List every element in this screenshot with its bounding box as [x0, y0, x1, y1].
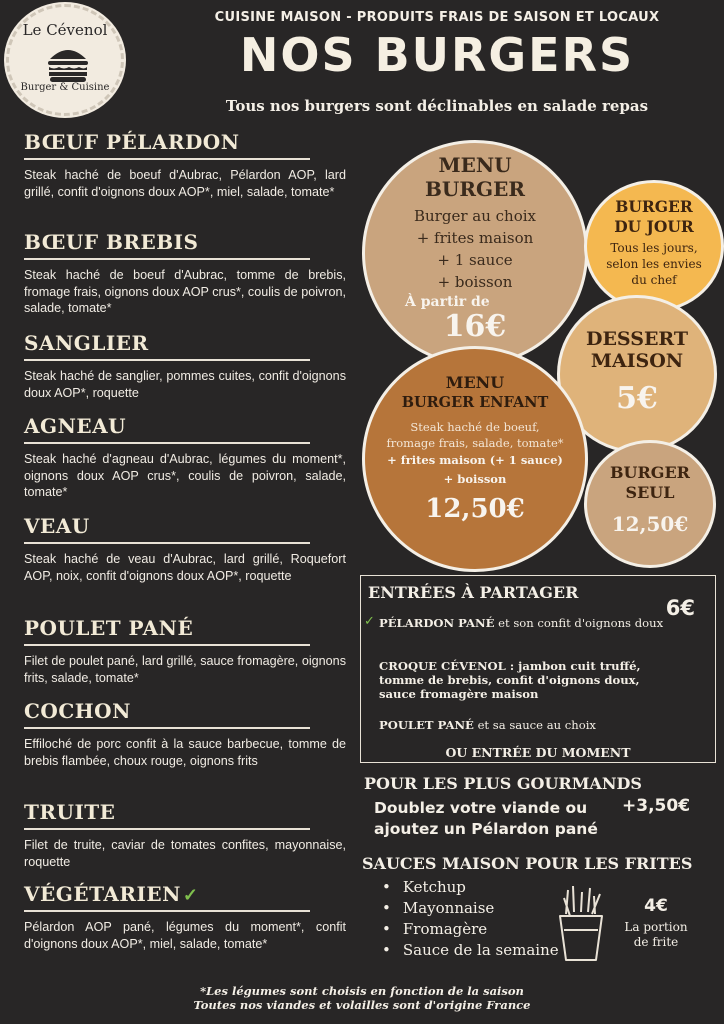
- entree-item: [379, 718, 679, 732]
- burger-seul-price: 12,50€: [611, 512, 689, 536]
- menu-burger-title-2: BURGER: [425, 177, 525, 201]
- burger-du-jour-line: Tous les jours,: [610, 241, 698, 255]
- entree-du-moment: OU ENTRÉE DU MOMENT: [445, 745, 631, 760]
- entrees-box: [360, 575, 716, 763]
- menu-burger-line: Burger au choix: [414, 207, 536, 225]
- burger-item: [24, 414, 346, 501]
- burger-name: VÉGÉTARIEN: [24, 882, 181, 906]
- entree-item-detail: jambon cuit truffé, tomme de brebis, confit d'oignons doux, sauce fromagère maison: [379, 659, 641, 701]
- gourmands-line: Doublez votre viande ou: [374, 799, 588, 817]
- sauce-item: • Mayonnaise: [382, 898, 559, 919]
- leaf-icon: ✓: [182, 885, 199, 906]
- sauce-item: • Fromagère: [382, 919, 559, 940]
- burger-name: VEAU: [24, 514, 90, 538]
- menu-enfant-line: + frites maison (+ 1 sauce): [387, 453, 563, 467]
- footer-note: Toutes nos viandes et volailles sont d'origine France: [193, 998, 531, 1012]
- burger-description: Steak haché de boeuf d'Aubrac, tomme de brebis, fromage frais, oignons doux AOP crus*, coulis de poivron, salade, tomate*: [24, 268, 346, 315]
- menu-enfant-title: MENU: [445, 373, 505, 392]
- footer-notes: [0, 984, 724, 1012]
- entree-item-name: CROQUE CÉVENOL :: [379, 659, 515, 673]
- restaurant-logo: [6, 4, 124, 116]
- burger-item: [24, 616, 346, 686]
- burger-seul-title-2: SEUL: [625, 483, 675, 502]
- divider: [24, 258, 310, 260]
- burger-icon: [46, 43, 90, 83]
- gourmands-price: +3,50€: [622, 796, 691, 816]
- divider: [24, 828, 310, 830]
- sauces-list: [382, 877, 559, 961]
- entree-item-detail: et sa sauce au choix: [473, 718, 596, 732]
- burger-description: Pélardon AOP pané, légumes du moment*, confit d'oignons doux AOP*, miel, salade, tomate*: [24, 920, 346, 951]
- entree-item-name: PÉLARDON PANÉ: [379, 616, 495, 630]
- gourmands-title: POUR LES PLUS GOURMANDS: [364, 774, 642, 793]
- entrees-title: ENTRÉES À PARTAGER: [368, 583, 579, 602]
- menu-burger-line: + boisson: [437, 273, 513, 291]
- burger-name: SANGLIER: [24, 331, 149, 355]
- burger-item: [24, 230, 346, 317]
- menu-burger-line: + 1 sauce: [437, 251, 513, 269]
- menu-burger-from: À partir de: [405, 294, 490, 310]
- burger-name: BŒUF PÉLARDON: [24, 130, 240, 154]
- burger-description: Steak haché de boeuf d'Aubrac, Pélardon AOP, lard grillé, confit d'oignons doux AOP*, miel, salade, tomate*: [24, 168, 346, 199]
- menu-enfant-line: Steak haché de boeuf,: [410, 420, 540, 434]
- burger-name: COCHON: [24, 699, 131, 723]
- sauce-item: • Sauce de la semaine: [382, 940, 559, 961]
- fries-icon: [556, 884, 606, 962]
- divider: [24, 727, 310, 729]
- burger-description: Effiloché de porc confit à la sauce barbecue, tomme de brebis flambée, choux rouge, oignons frits: [24, 737, 346, 768]
- burger-item: [24, 800, 346, 870]
- burger-item: [24, 331, 346, 401]
- burger-seul-title: BURGER: [610, 463, 690, 482]
- burger-name: POULET PANÉ: [24, 616, 194, 640]
- burger-description: Filet de truite, caviar de tomates confites, mayonnaise, roquette: [24, 838, 346, 869]
- burger-description: Filet de poulet pané, lard grillé, sauce fromagère, oignons frits, salade, tomate*: [24, 654, 346, 685]
- page-title: NOS BURGERS: [239, 28, 635, 82]
- gourmands-line: ajoutez un Pélardon pané: [374, 820, 598, 838]
- burger-description: Steak haché d'agneau d'Aubrac, légumes du moment*, oignons doux AOP crus*, coulis de poivron, salade, tomate*: [24, 452, 346, 499]
- sauce-portion-line: de frite: [633, 935, 679, 949]
- entree-item: [379, 616, 679, 630]
- entree-item-detail: et son confit d'oignons doux: [494, 616, 664, 630]
- menu-enfant-title-2: BURGER ENFANT: [401, 394, 549, 411]
- divider: [24, 542, 310, 544]
- burger-item: [24, 882, 346, 952]
- gourmands-text: [374, 798, 598, 840]
- burger-description: Steak haché de veau d'Aubrac, lard grillé, Roquefort AOP, noix, confit d'oignons doux AOP*, roquette: [24, 552, 346, 583]
- burger-name: TRUITE: [24, 800, 116, 824]
- burger-du-jour-circle: [584, 180, 724, 312]
- leaf-icon: ✓: [364, 614, 375, 629]
- page-subtitle: Tous nos burgers sont déclinables en salade repas: [225, 97, 649, 115]
- divider: [24, 158, 310, 160]
- menu-burger-line: + frites maison: [416, 229, 534, 247]
- menu-burger-title: MENU: [438, 153, 512, 177]
- logo-subtitle: Burger & Cuisine: [20, 82, 110, 93]
- footer-note: *Les légumes sont choisis en fonction de la saison: [200, 984, 524, 998]
- burger-description: Steak haché de sanglier, pommes cuites, confit d'oignons doux AOP*, roquette: [24, 369, 346, 400]
- sauce-item: • Ketchup: [382, 877, 559, 898]
- logo-name: Le Cévenol: [22, 21, 108, 39]
- tagline: CUISINE MAISON - PRODUITS FRAIS DE SAISON ET LOCAUX: [214, 10, 660, 25]
- menu-enfant-line: fromage frais, salade, tomate*: [386, 436, 564, 450]
- burger-name: AGNEAU: [24, 414, 127, 438]
- burger-du-jour-line: selon les envies: [606, 257, 702, 271]
- sauce-portion-line: La portion: [624, 920, 688, 934]
- divider: [24, 442, 310, 444]
- divider: [24, 910, 310, 912]
- burger-seul-circle: [584, 440, 716, 568]
- entree-item: [379, 659, 679, 701]
- dessert-price: 5€: [616, 381, 658, 416]
- entrees-price: 6€: [665, 596, 695, 620]
- burger-du-jour-line: du chef: [631, 273, 677, 287]
- menu-burger-circle: [362, 140, 588, 366]
- burger-du-jour-title: BURGER: [615, 197, 693, 216]
- burger-item: [24, 514, 346, 584]
- menu-enfant-circle: [362, 346, 588, 572]
- burger-du-jour-title-2: DU JOUR: [614, 217, 694, 236]
- menu-burger-price: 16€: [443, 309, 507, 344]
- divider: [24, 359, 310, 361]
- divider: [24, 644, 310, 646]
- burger-item: [24, 699, 346, 769]
- dessert-title: DESSERT: [585, 328, 689, 350]
- burger-name: BŒUF BREBIS: [24, 230, 199, 254]
- sauce-portion: [614, 920, 698, 950]
- entree-item-name: POULET PANÉ: [379, 718, 474, 732]
- burger-item: [24, 130, 346, 200]
- dessert-title-2: MAISON: [590, 350, 684, 372]
- sauce-price: 4€: [644, 896, 668, 916]
- menu-enfant-price: 12,50€: [425, 494, 525, 524]
- menu-enfant-line: + boisson: [443, 472, 507, 486]
- sauces-title: SAUCES MAISON POUR LES FRITES: [362, 854, 693, 873]
